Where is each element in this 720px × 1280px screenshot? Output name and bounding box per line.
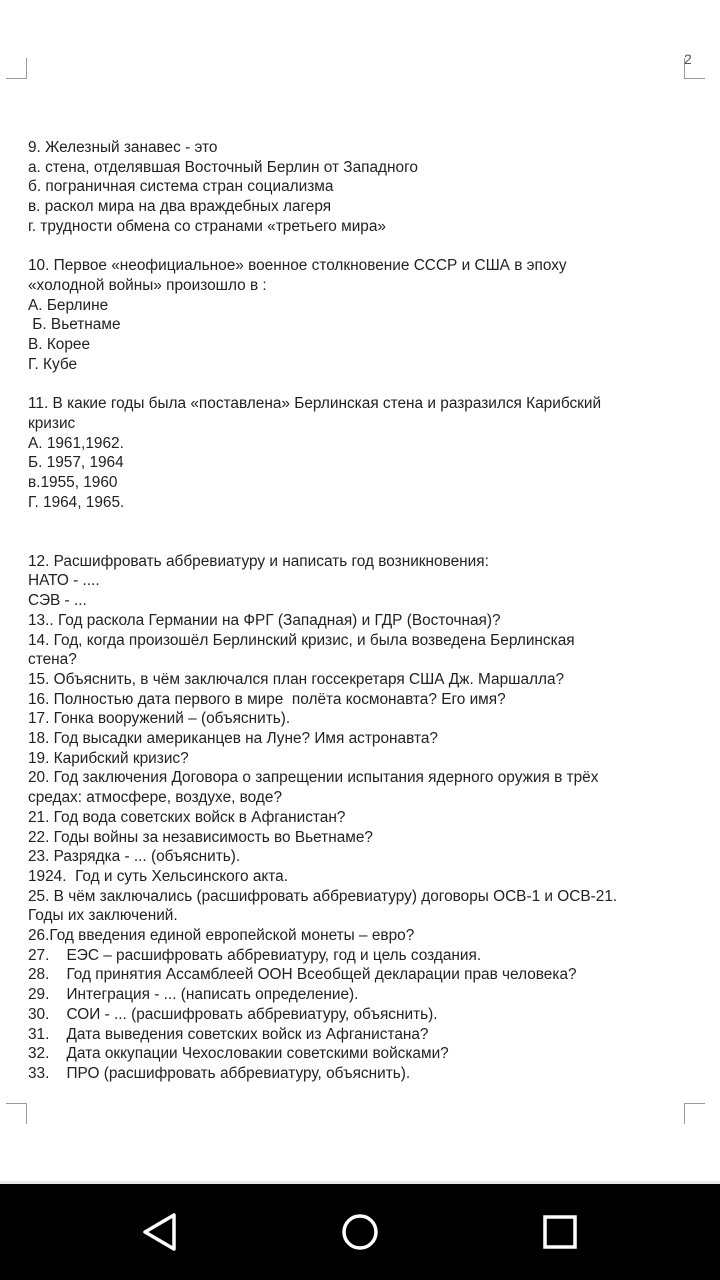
document-line: Годы их заключений.	[28, 907, 178, 925]
document-line: В. Корее	[28, 336, 91, 354]
margin-corner-bottom-left	[6, 1103, 27, 1124]
document-line: кризис	[28, 414, 76, 432]
document-line: 27. ЕЭС – расшифровать аббревиатуру, год и цель создания.	[28, 946, 482, 964]
document-line: 21. Год вода советских войск в Афганистан?	[28, 808, 346, 826]
document-line: 26.Год введения единой европейской монеты – евро?	[28, 927, 415, 945]
document-line: 14. Год, когда произошёл Берлинский кризис, и была возведена Берлинская	[28, 631, 575, 649]
document-line: 15. Объяснить, в чём заключался план госсекретаря США Дж. Маршалла?	[28, 670, 565, 688]
document-line: стена?	[28, 651, 77, 669]
document-line: 18. Год высадки американцев на Луне? Имя астронавта?	[28, 730, 438, 748]
document-line: «холодной войны» произошло в :	[28, 276, 267, 294]
document-line: 12. Расшифровать аббревиатуру и написать год возникновения:	[28, 552, 489, 570]
document-line: 9. Железный занавес - это	[28, 139, 218, 156]
document-line: 32. Дата оккупации Чехословакии советскими войсками?	[28, 1045, 449, 1063]
document-line: 23. Разрядка - ... (объяснить).	[28, 848, 241, 866]
document-line: Г. Кубе	[28, 355, 78, 373]
blank-line	[28, 237, 688, 257]
document-line: 22. Годы войны за независимость во Вьетнаме?	[28, 828, 373, 846]
document-line: в.1955, 1960	[28, 473, 118, 491]
document-line: 31. Дата выведения советских войск из Афганистана?	[28, 1025, 429, 1043]
blank-line	[28, 512, 688, 532]
document-line: в. раскол мира на два враждебных лагеря	[28, 198, 332, 216]
document-line: 13.. Год раскола Германии на ФРГ (Западная) и ГДР (Восточная)?	[28, 611, 501, 629]
document-line: 10. Первое «неофициальное» военное столкновение СССР и США в эпоху	[28, 257, 567, 275]
document-line: 19. Карибский кризис?	[28, 749, 189, 767]
home-button[interactable]	[300, 1184, 420, 1280]
blank-line	[28, 374, 688, 394]
document-line: НАТО - ....	[28, 572, 100, 590]
back-button[interactable]	[100, 1184, 220, 1280]
document-line: Б. Вьетнаме	[28, 316, 121, 334]
document-line: 17. Гонка вооружений – (объяснить).	[28, 710, 291, 728]
document-line: 29. Интеграция - ... (написать определение).	[28, 986, 359, 1004]
document-line: Г. 1964, 1965.	[28, 493, 125, 511]
home-circle-icon	[340, 1212, 380, 1252]
document-line: А. 1961,1962.	[28, 434, 124, 452]
page-number: 2	[684, 51, 692, 67]
document-line: 11. В какие годы была «поставлена» Берлинская стена и разразился Карибский	[28, 395, 602, 413]
document-line: СЭВ - ...	[28, 592, 87, 610]
document-line: 30. СОИ - ... (расшифровать аббревиатуру, объяснить).	[28, 1005, 438, 1023]
document-line: 1924. Год и суть Хельсинского акта.	[28, 867, 289, 885]
recent-square-icon	[540, 1212, 580, 1252]
document-line: 20. Год заключения Договора о запрещении испытания ядерного оружия в трёх	[28, 769, 599, 787]
document-line: Б. 1957, 1964	[28, 454, 124, 472]
margin-corner-bottom-right	[684, 1103, 705, 1124]
document-line: средах: атмосфере, воздухе, воде?	[28, 789, 283, 807]
margin-corner-top-left	[6, 58, 27, 79]
blank-line	[28, 532, 688, 552]
document-line: 25. В чём заключались (расшифровать аббревиатуру) договоры ОСВ-1 и ОСВ-21.	[28, 887, 618, 905]
document-line: г. трудности обмена со странами «третьего мира»	[28, 217, 386, 235]
document-line: 33. ПРО (расшифровать аббревиатуру, объяснить).	[28, 1064, 411, 1082]
document-line: А. Берлине	[28, 296, 109, 314]
document-body	[28, 138, 688, 1084]
back-triangle-icon	[140, 1212, 180, 1252]
document-line: 16. Полностью дата первого в мире полёта космонавта? Его имя?	[28, 690, 506, 708]
navigation-bar	[0, 1184, 720, 1280]
document-line: б. пограничная система стран социализма	[28, 178, 334, 196]
document-line: а. стена, отделявшая Восточный Берлин от Западного	[28, 158, 418, 176]
document-line: 28. Год принятия Ассамблеей ООН Всеобщей декларации прав человека?	[28, 966, 577, 984]
recent-apps-button[interactable]	[500, 1184, 620, 1280]
